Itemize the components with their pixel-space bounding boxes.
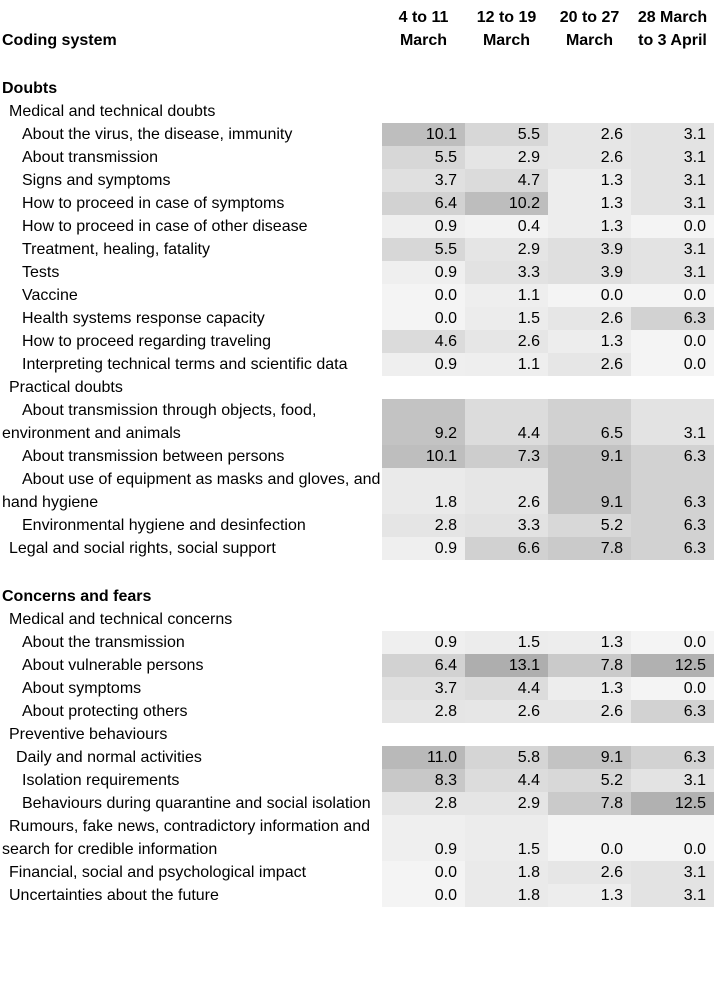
row-label: About vulnerable persons — [22, 657, 204, 674]
value-cell — [548, 100, 631, 123]
value-cell: 2.8 — [382, 700, 465, 723]
row-label: About protecting others — [22, 703, 188, 720]
value-cell: 11.0 — [382, 746, 465, 769]
value-cell — [382, 608, 465, 631]
value-cell: 2.6 — [548, 307, 631, 330]
section-row — [0, 585, 714, 608]
value-cell: 3.1 — [631, 861, 714, 884]
table-row — [0, 677, 714, 700]
spacer — [0, 560, 714, 585]
row-label: About the transmission — [22, 634, 185, 651]
value-cell: 0.0 — [548, 815, 631, 861]
value-cell: 3.1 — [631, 769, 714, 792]
value-cell: 6.4 — [382, 192, 465, 215]
row-label: Medical and technical concerns — [9, 611, 233, 628]
table-row — [0, 146, 714, 169]
value-cell: 4.4 — [465, 399, 548, 445]
value-cell: 6.3 — [631, 746, 714, 769]
row-label: Financial, social and psychological impact — [9, 864, 307, 881]
header-period: 4 to 11 March — [398, 9, 449, 49]
value-cell: 0.4 — [465, 215, 548, 238]
value-cell: 3.1 — [631, 169, 714, 192]
subcategory-row — [0, 608, 714, 631]
table-row — [0, 192, 714, 215]
section-title: Doubts — [2, 80, 58, 97]
value-cell: 0.0 — [631, 284, 714, 307]
value-cell — [631, 77, 714, 100]
row-label: Health systems response capacity — [22, 310, 265, 327]
table-row — [0, 700, 714, 723]
header-period: 12 to 19 March — [476, 9, 537, 49]
value-cell — [548, 77, 631, 100]
row-label: Isolation requirements — [22, 772, 180, 789]
table-row — [0, 468, 714, 514]
value-cell: 0.0 — [382, 307, 465, 330]
value-cell: 0.0 — [382, 884, 465, 907]
value-cell: 3.9 — [548, 238, 631, 261]
value-cell: 3.7 — [382, 677, 465, 700]
value-cell: 7.8 — [548, 792, 631, 815]
value-cell: 6.5 — [548, 399, 631, 445]
value-cell: 0.9 — [382, 537, 465, 560]
value-cell: 6.3 — [631, 468, 714, 514]
header-row — [0, 0, 714, 52]
value-cell: 0.0 — [548, 284, 631, 307]
table-row — [0, 746, 714, 769]
subcategory-row — [0, 815, 714, 861]
row-label: Preventive behaviours — [9, 726, 168, 743]
row-label: Treatment, healing, fatality — [22, 241, 210, 258]
value-cell: 3.1 — [631, 399, 714, 445]
table-row — [0, 238, 714, 261]
value-cell: 7.3 — [465, 445, 548, 468]
value-cell: 1.5 — [465, 815, 548, 861]
value-cell: 10.1 — [382, 123, 465, 146]
value-cell: 13.1 — [465, 654, 548, 677]
value-cell: 6.3 — [631, 537, 714, 560]
value-cell: 1.8 — [382, 468, 465, 514]
value-cell — [382, 376, 465, 399]
subcategory-row — [0, 100, 714, 123]
row-label: Interpreting technical terms and scientific data — [22, 356, 348, 373]
value-cell: 10.2 — [465, 192, 548, 215]
value-cell: 10.1 — [382, 445, 465, 468]
row-label: Daily and normal activities — [16, 749, 202, 766]
value-cell: 6.3 — [631, 445, 714, 468]
table-row — [0, 769, 714, 792]
value-cell: 8.3 — [382, 769, 465, 792]
value-cell — [548, 376, 631, 399]
value-cell: 5.5 — [382, 146, 465, 169]
value-cell: 9.1 — [548, 468, 631, 514]
value-cell — [382, 585, 465, 608]
subcategory-row — [0, 861, 714, 884]
value-cell — [465, 376, 548, 399]
table-row — [0, 330, 714, 353]
table-row — [0, 307, 714, 330]
value-cell — [631, 376, 714, 399]
value-cell: 4.6 — [382, 330, 465, 353]
value-cell: 3.3 — [465, 261, 548, 284]
value-cell: 3.1 — [631, 192, 714, 215]
value-cell: 0.0 — [631, 677, 714, 700]
value-cell — [382, 77, 465, 100]
subcategory-row — [0, 884, 714, 907]
value-cell: 1.1 — [465, 353, 548, 376]
row-label: Practical doubts — [9, 379, 123, 396]
value-cell: 2.6 — [548, 353, 631, 376]
value-cell — [465, 723, 548, 746]
table-row — [0, 631, 714, 654]
row-label: Tests — [22, 264, 60, 281]
value-cell: 2.6 — [465, 700, 548, 723]
table-row — [0, 215, 714, 238]
value-cell — [548, 723, 631, 746]
value-cell — [631, 100, 714, 123]
value-cell: 2.6 — [548, 861, 631, 884]
row-label: Vaccine — [22, 287, 78, 304]
value-cell: 0.0 — [631, 631, 714, 654]
value-cell: 0.0 — [631, 353, 714, 376]
value-cell: 0.0 — [631, 330, 714, 353]
value-cell: 7.8 — [548, 654, 631, 677]
value-cell — [382, 100, 465, 123]
row-label: How to proceed in case of other disease — [22, 218, 308, 235]
value-cell: 5.2 — [548, 514, 631, 537]
row-label: About the virus, the disease, immunity — [22, 126, 293, 143]
value-cell: 0.9 — [382, 815, 465, 861]
subcategory-row — [0, 723, 714, 746]
value-cell: 1.8 — [465, 861, 548, 884]
row-label: How to proceed regarding traveling — [22, 333, 272, 350]
table-row — [0, 261, 714, 284]
value-cell: 5.5 — [382, 238, 465, 261]
value-cell — [548, 585, 631, 608]
value-cell — [465, 100, 548, 123]
value-cell — [465, 608, 548, 631]
spacer — [0, 52, 714, 77]
subcategory-row — [0, 376, 714, 399]
table-row — [0, 169, 714, 192]
value-cell: 9.2 — [382, 399, 465, 445]
value-cell — [465, 77, 548, 100]
row-label: About use of equipment as masks and gloves, and hand hygiene — [2, 471, 381, 511]
table-row — [0, 514, 714, 537]
value-cell: 4.7 — [465, 169, 548, 192]
row-label: Environmental hygiene and desinfection — [22, 517, 306, 534]
value-cell: 2.9 — [465, 792, 548, 815]
table-row — [0, 123, 714, 146]
subcategory-row — [0, 537, 714, 560]
value-cell: 2.9 — [465, 238, 548, 261]
value-cell: 3.1 — [631, 238, 714, 261]
table-row — [0, 284, 714, 307]
row-label: How to proceed in case of symptoms — [22, 195, 285, 212]
table-row — [0, 445, 714, 468]
value-cell: 6.6 — [465, 537, 548, 560]
value-cell: 0.9 — [382, 631, 465, 654]
value-cell: 6.3 — [631, 700, 714, 723]
value-cell: 3.3 — [465, 514, 548, 537]
table-row — [0, 792, 714, 815]
row-label: About transmission between persons — [22, 448, 285, 465]
value-cell: 2.8 — [382, 514, 465, 537]
value-cell — [631, 608, 714, 631]
row-label: Legal and social rights, social support — [9, 540, 276, 557]
value-cell: 3.1 — [631, 123, 714, 146]
value-cell: 3.1 — [631, 884, 714, 907]
value-cell: 6.3 — [631, 307, 714, 330]
value-cell: 4.4 — [465, 769, 548, 792]
value-cell: 3.1 — [631, 146, 714, 169]
row-label: About symptoms — [22, 680, 142, 697]
value-cell: 1.3 — [548, 192, 631, 215]
row-label: Medical and technical doubts — [9, 103, 216, 120]
value-cell: 1.5 — [465, 307, 548, 330]
value-cell: 0.9 — [382, 261, 465, 284]
row-label: Behaviours during quarantine and social isolation — [22, 795, 371, 812]
table-row — [0, 353, 714, 376]
value-cell: 1.5 — [465, 631, 548, 654]
value-cell: 2.8 — [382, 792, 465, 815]
section-title: Concerns and fears — [2, 588, 152, 605]
value-cell: 9.1 — [548, 746, 631, 769]
table-row — [0, 654, 714, 677]
row-label: Rumours, fake news, contradictory information and search for credible information — [2, 818, 371, 858]
value-cell: 0.0 — [631, 815, 714, 861]
value-cell: 0.9 — [382, 215, 465, 238]
value-cell: 1.8 — [465, 884, 548, 907]
table-row — [0, 399, 714, 445]
value-cell: 3.1 — [631, 261, 714, 284]
value-cell: 1.3 — [548, 631, 631, 654]
value-cell: 0.0 — [382, 284, 465, 307]
value-cell: 1.3 — [548, 215, 631, 238]
row-label: About transmission through objects, food, environment and animals — [2, 402, 317, 442]
value-cell: 6.4 — [382, 654, 465, 677]
value-cell: 12.5 — [631, 792, 714, 815]
value-cell: 2.6 — [548, 700, 631, 723]
value-cell: 5.5 — [465, 123, 548, 146]
value-cell: 2.9 — [465, 146, 548, 169]
value-cell: 6.3 — [631, 514, 714, 537]
value-cell: 1.3 — [548, 330, 631, 353]
value-cell: 2.6 — [465, 330, 548, 353]
header-period: 28 March to 3 April — [637, 9, 708, 49]
value-cell: 1.3 — [548, 884, 631, 907]
value-cell: 7.8 — [548, 537, 631, 560]
value-cell — [548, 608, 631, 631]
value-cell: 4.4 — [465, 677, 548, 700]
value-cell: 3.9 — [548, 261, 631, 284]
value-cell: 3.7 — [382, 169, 465, 192]
row-label: About transmission — [22, 149, 159, 166]
value-cell: 5.2 — [548, 769, 631, 792]
value-cell — [465, 585, 548, 608]
value-cell: 1.3 — [548, 169, 631, 192]
header-period: 20 to 27 March — [559, 9, 620, 49]
value-cell: 1.1 — [465, 284, 548, 307]
value-cell — [631, 723, 714, 746]
section-row — [0, 77, 714, 100]
value-cell: 2.6 — [548, 123, 631, 146]
value-cell: 1.3 — [548, 677, 631, 700]
row-label: Signs and symptoms — [22, 172, 171, 189]
value-cell: 2.6 — [465, 468, 548, 514]
value-cell: 0.9 — [382, 353, 465, 376]
value-cell — [382, 723, 465, 746]
value-cell — [631, 585, 714, 608]
value-cell: 5.8 — [465, 746, 548, 769]
value-cell: 0.0 — [382, 861, 465, 884]
spacer-row — [0, 560, 714, 585]
value-cell: 12.5 — [631, 654, 714, 677]
value-cell: 2.6 — [548, 146, 631, 169]
row-label: Uncertainties about the future — [9, 887, 219, 904]
spacer-row — [0, 52, 714, 77]
header-coding-system: Coding system — [2, 32, 117, 49]
value-cell: 9.1 — [548, 445, 631, 468]
value-cell: 0.0 — [631, 215, 714, 238]
